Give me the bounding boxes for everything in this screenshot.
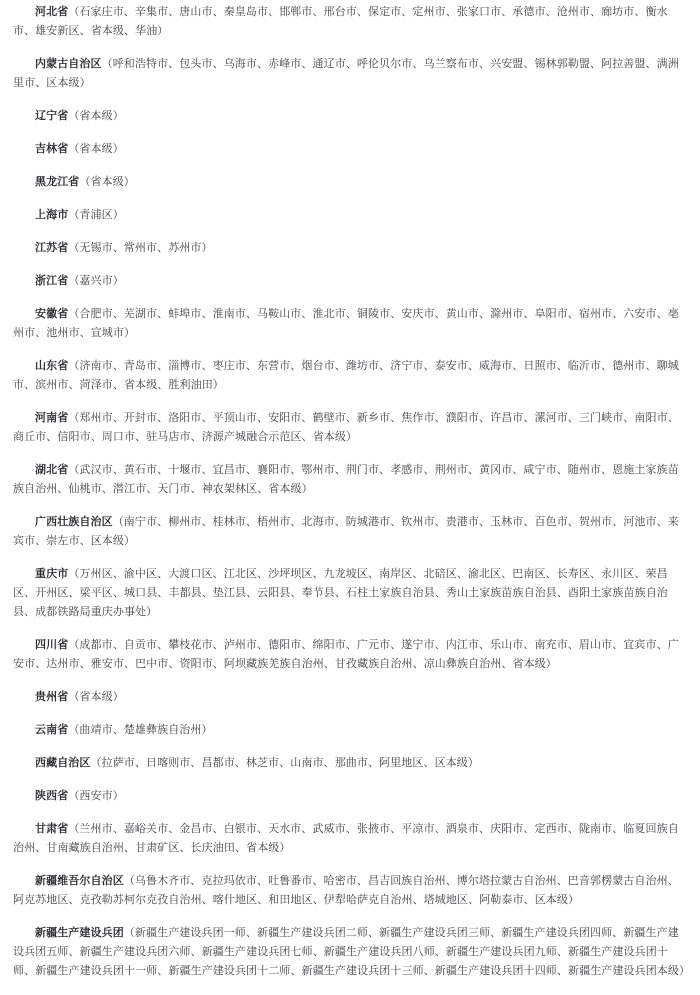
province-regions: （曲靖市、楚雄彝族自治州）: [68, 724, 213, 736]
province-regions: （武汉市、黄石市、十堰市、宜昌市、襄阳市、鄂州市、荆门市、孝感市、荆州市、黄冈市、咸宁市、随州市、恩施土家族苗族自治州、仙桃市、潜江市、天门市、神农架林区、省本级）: [13, 464, 679, 495]
province-name: 新疆生产建设兵团: [35, 927, 124, 939]
province-regions: （石家庄市、辛集市、唐山市、秦皇岛市、邯郸市、邢台市、保定市、定州市、张家口市、承德市、沧州市、廊坊市、衡水市、雄安新区、省本级、华油）: [13, 6, 668, 37]
province-regions: （合肥市、芜湖市、蚌埠市、淮南市、马鞍山市、淮北市、铜陵市、安庆市、黄山市、滁州市、阜阳市、宿州市、六安市、亳州市、池州市、宣城市）: [13, 308, 679, 339]
province-entry: [13, 140, 688, 159]
province-entry: [13, 636, 688, 674]
province-entry: [13, 787, 688, 806]
province-entry: [13, 721, 688, 740]
province-entry: [13, 55, 688, 93]
province-regions: （新疆生产建设兵团一师、新疆生产建设兵团二师、新疆生产建设兵团三师、新疆生产建设兵团四师、新疆生产建设兵团五师、新疆生产建设兵团六师、新疆生产建设兵团七师、新疆生产建设兵团八师、新疆生产建设兵团九师、新疆生产建设兵团十师、新疆生产建设兵团十一师、新疆生产建设兵团十二师、新疆生产建设兵团十三师、新疆生产建设兵团十四师、新疆生产建设兵团本级）: [13, 927, 691, 977]
province-name: 江苏省: [35, 242, 69, 254]
province-regions: （省本级）: [68, 110, 124, 122]
province-regions: （拉萨市、日喀则市、昌都市、林芝市、山南市、那曲市、阿里地区、区本级）: [90, 757, 479, 769]
province-name: 山东省: [35, 360, 69, 372]
province-entry: [13, 239, 688, 258]
province-entry: [13, 820, 688, 858]
province-regions: （万州区、渝中区、大渡口区、江北区、沙坪坝区、九龙坡区、南岸区、北碚区、渝北区、巴南区、长寿区、永川区、荣昌区、开州区、梁平区、城口县、丰都县、垫江县、云阳县、奉节县、石柱土家族自治县、秀山土家族苗族自治县、酉阳土家族苗族自治县、成都铁路局重庆办事处）: [13, 568, 668, 618]
province-regions: （省本级）: [68, 691, 124, 703]
province-entry: [13, 513, 688, 551]
province-name: 浙江省: [35, 275, 69, 287]
province-entry: [13, 754, 688, 773]
province-entry: [13, 565, 688, 622]
province-name: 上海市: [35, 209, 69, 221]
province-regions: （成都市、自贡市、攀枝花市、泸州市、德阳市、绵阳市、广元市、遂宁市、内江市、乐山市、南充市、眉山市、宜宾市、广安市、达州市、雅安市、巴中市、资阳市、阿坝藏族羌族自治州、甘孜藏族自治州、凉山彝族自治州、省本级）: [13, 639, 679, 670]
province-regions: （无锡市、常州市、苏州市）: [68, 242, 213, 254]
province-entry: [13, 924, 691, 981]
province-regions: （省本级）: [68, 143, 124, 155]
province-name: 广西壮族自治区: [35, 516, 113, 528]
province-regions: （济南市、青岛市、淄博市、枣庄市、东营市、烟台市、潍坊市、济宁市、泰安市、威海市、日照市、临沂市、德州市、聊城市、滨州市、菏泽市、省本级、胜利油田）: [13, 360, 679, 391]
province-name: 贵州省: [35, 691, 69, 703]
province-name: 安徽省: [35, 308, 69, 320]
province-regions: （省本级）: [79, 176, 135, 188]
province-name: 重庆市: [35, 568, 69, 580]
province-entry: [13, 305, 688, 343]
province-name: 陕西省: [35, 790, 69, 802]
province-regions: （嘉兴市）: [68, 275, 124, 287]
province-name: 辽宁省: [35, 110, 69, 122]
province-regions: （南宁市、柳州市、桂林市、梧州市、北海市、防城港市、钦州市、贵港市、玉林市、百色市、贺州市、河池市、来宾市、崇左市、区本级）: [13, 516, 679, 547]
province-name: 甘肃省: [35, 823, 69, 835]
province-name: 新疆维吾尔自治区: [35, 875, 124, 887]
province-entry: [13, 206, 688, 225]
province-name: 四川省: [35, 639, 69, 651]
province-entry: [13, 173, 688, 192]
province-regions: （呼和浩特市、包头市、乌海市、赤峰市、通辽市、呼伦贝尔市、乌兰察布市、兴安盟、锡林郭勒盟、阿拉善盟、满洲里市、区本级）: [13, 58, 679, 89]
province-entry: [13, 688, 688, 707]
province-name: 黑龙江省: [35, 176, 80, 188]
province-name: 河北省: [35, 6, 69, 18]
province-name: 吉林省: [35, 143, 69, 155]
province-entry: [13, 461, 688, 499]
province-name: 内蒙古自治区: [35, 58, 102, 70]
province-entry: [13, 107, 688, 126]
province-entry: [13, 409, 688, 447]
province-regions: （郑州市、开封市、洛阳市、平顶山市、安阳市、鹤壁市、新乡市、焦作市、濮阳市、许昌市、漯河市、三门峡市、南阳市、商丘市、信阳市、周口市、驻马店市、济源产城融合示范区、省本级）: [13, 412, 679, 443]
province-name: 河南省: [35, 412, 69, 424]
province-entry: [13, 872, 688, 910]
province-name: 云南省: [35, 724, 69, 736]
province-regions: （兰州市、嘉峪关市、金昌市、白银市、天水市、武威市、张掖市、平凉市、酒泉市、庆阳市、定西市、陇南市、临夏回族自治州、甘南藏族自治州、甘肃矿区、长庆油田、省本级）: [13, 823, 679, 854]
province-regions: （乌鲁木齐市、克拉玛依市、吐鲁番市、哈密市、昌吉回族自治州、博尔塔拉蒙古自治州、巴音郭楞蒙古自治州、阿克苏地区、克孜勒苏柯尔克孜自治州、喀什地区、和田地区、伊犁哈萨克自治州、塔城地区、阿勒泰市、区本级）: [13, 875, 679, 906]
province-name: 湖北省: [35, 464, 69, 476]
province-name: 西藏自治区: [35, 757, 91, 769]
province-entry: [13, 272, 688, 291]
province-entry: [13, 357, 688, 395]
province-regions: （西安市）: [68, 790, 124, 802]
province-regions: （青浦区）: [68, 209, 124, 221]
province-entry: [13, 3, 688, 41]
